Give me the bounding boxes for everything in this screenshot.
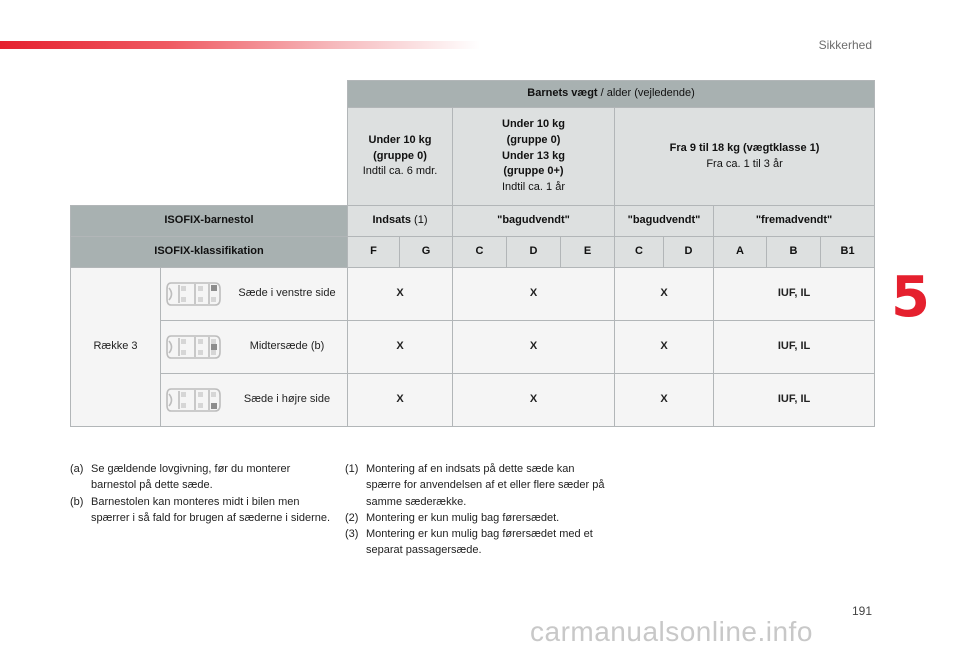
weight-header-rest: / alder (vejledende) (597, 87, 695, 100)
group-header-3 (615, 108, 875, 206)
footnote-text: Montering af en indsats på dette sæde kan spærre for anvendelsen af et eller flere sæder på samme sæderække. (366, 463, 605, 508)
footnotes-right (345, 461, 607, 559)
group-1-line-1: Under 10 kg (368, 133, 432, 146)
class-cell: F (348, 237, 400, 268)
group-2-line-2: (gruppe 0) (506, 133, 561, 146)
group-2-line-1: Under 10 kg (502, 117, 565, 130)
value-cell: X (348, 374, 453, 427)
header-accent-bar (0, 41, 480, 49)
table-row (71, 321, 875, 374)
group-1-line-2: (gruppe 0) (373, 149, 427, 162)
seat-label: Midtersæde (b) (249, 340, 325, 353)
weight-header (348, 81, 875, 108)
seat-type-col-1 (348, 206, 453, 237)
seat-cell (161, 268, 348, 321)
row-label: Række 3 (71, 268, 161, 427)
seat-label: Sæde i højre side (243, 393, 331, 406)
class-cell: D (664, 237, 714, 268)
group-3-line-2: Fra ca. 1 til 3 år (706, 157, 783, 170)
class-cell: B (767, 237, 821, 268)
seat-type-col-1-bold: Indsats (372, 214, 411, 227)
value-cell: X (453, 321, 615, 374)
seat-cell (161, 374, 348, 427)
car-seat-middle-icon (165, 332, 223, 362)
seat-cell (161, 321, 348, 374)
footnote-mark: (b) (70, 495, 84, 508)
seat-type-col-1-rest: (1) (411, 214, 428, 227)
footnote-mark: (1) (345, 463, 359, 475)
seat-type-col-2: "bagudvendt" (453, 206, 615, 237)
footnote-text: Montering er kun mulig bag førersædet. (366, 511, 560, 524)
footnote-text: Barnestolen kan monteres midt i bilen men spærrer i så fald for brugen af sæderne i siderne. (91, 495, 331, 524)
value-cell: X (348, 268, 453, 321)
footnote-text: Se gældende lovgivning, før du monterer barnestol på dette sæde. (91, 463, 291, 492)
value-cell: IUF, IL (714, 268, 875, 321)
footnotes-left (70, 461, 332, 526)
class-cell: C (453, 237, 507, 268)
seat-type-col-4: "fremadvendt" (714, 206, 875, 237)
weight-header-bold: Barnets vægt (527, 87, 598, 100)
class-cell: D (507, 237, 561, 268)
value-cell: X (615, 268, 714, 321)
value-cell: X (348, 321, 453, 374)
value-cell: IUF, IL (714, 374, 875, 427)
section-title: Sikkerhed (818, 38, 872, 52)
seat-type-label: ISOFIX-barnestol (71, 206, 348, 237)
value-cell: X (453, 268, 615, 321)
watermark[interactable]: carmanualsonline.info (530, 616, 813, 647)
page-number: 191 (851, 604, 872, 618)
footnote (345, 526, 607, 559)
isofix-table (70, 80, 875, 427)
table-corner (71, 81, 348, 206)
table-row (71, 374, 875, 427)
class-cell: C (615, 237, 664, 268)
table-row (71, 268, 875, 321)
value-cell: IUF, IL (714, 321, 875, 374)
seat-label: Sæde i venstre side (238, 287, 336, 300)
value-cell: X (615, 374, 714, 427)
group-header-1 (348, 108, 453, 206)
car-seat-left-icon (165, 279, 223, 309)
footnote-mark: (3) (345, 528, 359, 541)
footnote (70, 494, 332, 527)
group-2-line-5: Indtil ca. 1 år (502, 181, 565, 194)
footnote-mark: (a) (70, 463, 84, 475)
footnote (345, 461, 607, 510)
footnote-mark: (2) (345, 511, 359, 524)
class-cell: E (561, 237, 615, 268)
class-cell: A (714, 237, 767, 268)
group-2-line-3: Under 13 kg (502, 149, 565, 162)
value-cell: X (615, 321, 714, 374)
group-2-line-4: (gruppe 0+) (503, 165, 564, 178)
class-label: ISOFIX-klassifikation (71, 237, 348, 268)
group-header-2 (453, 108, 615, 206)
footnote (345, 510, 607, 526)
class-cell: B1 (821, 237, 875, 268)
car-seat-right-icon (165, 385, 223, 415)
group-3-line-1: Fra 9 til 18 kg (vægtklasse 1) (669, 141, 820, 154)
footnote-text: Montering er kun mulig bag førersædet med et separat passagersæde. (366, 528, 593, 557)
group-1-line-3: Indtil ca. 6 mdr. (362, 165, 438, 178)
class-cell: G (400, 237, 453, 268)
seat-type-col-3: "bagudvendt" (615, 206, 714, 237)
chapter-number: 5 (891, 265, 930, 330)
footnote (70, 461, 332, 494)
value-cell: X (453, 374, 615, 427)
